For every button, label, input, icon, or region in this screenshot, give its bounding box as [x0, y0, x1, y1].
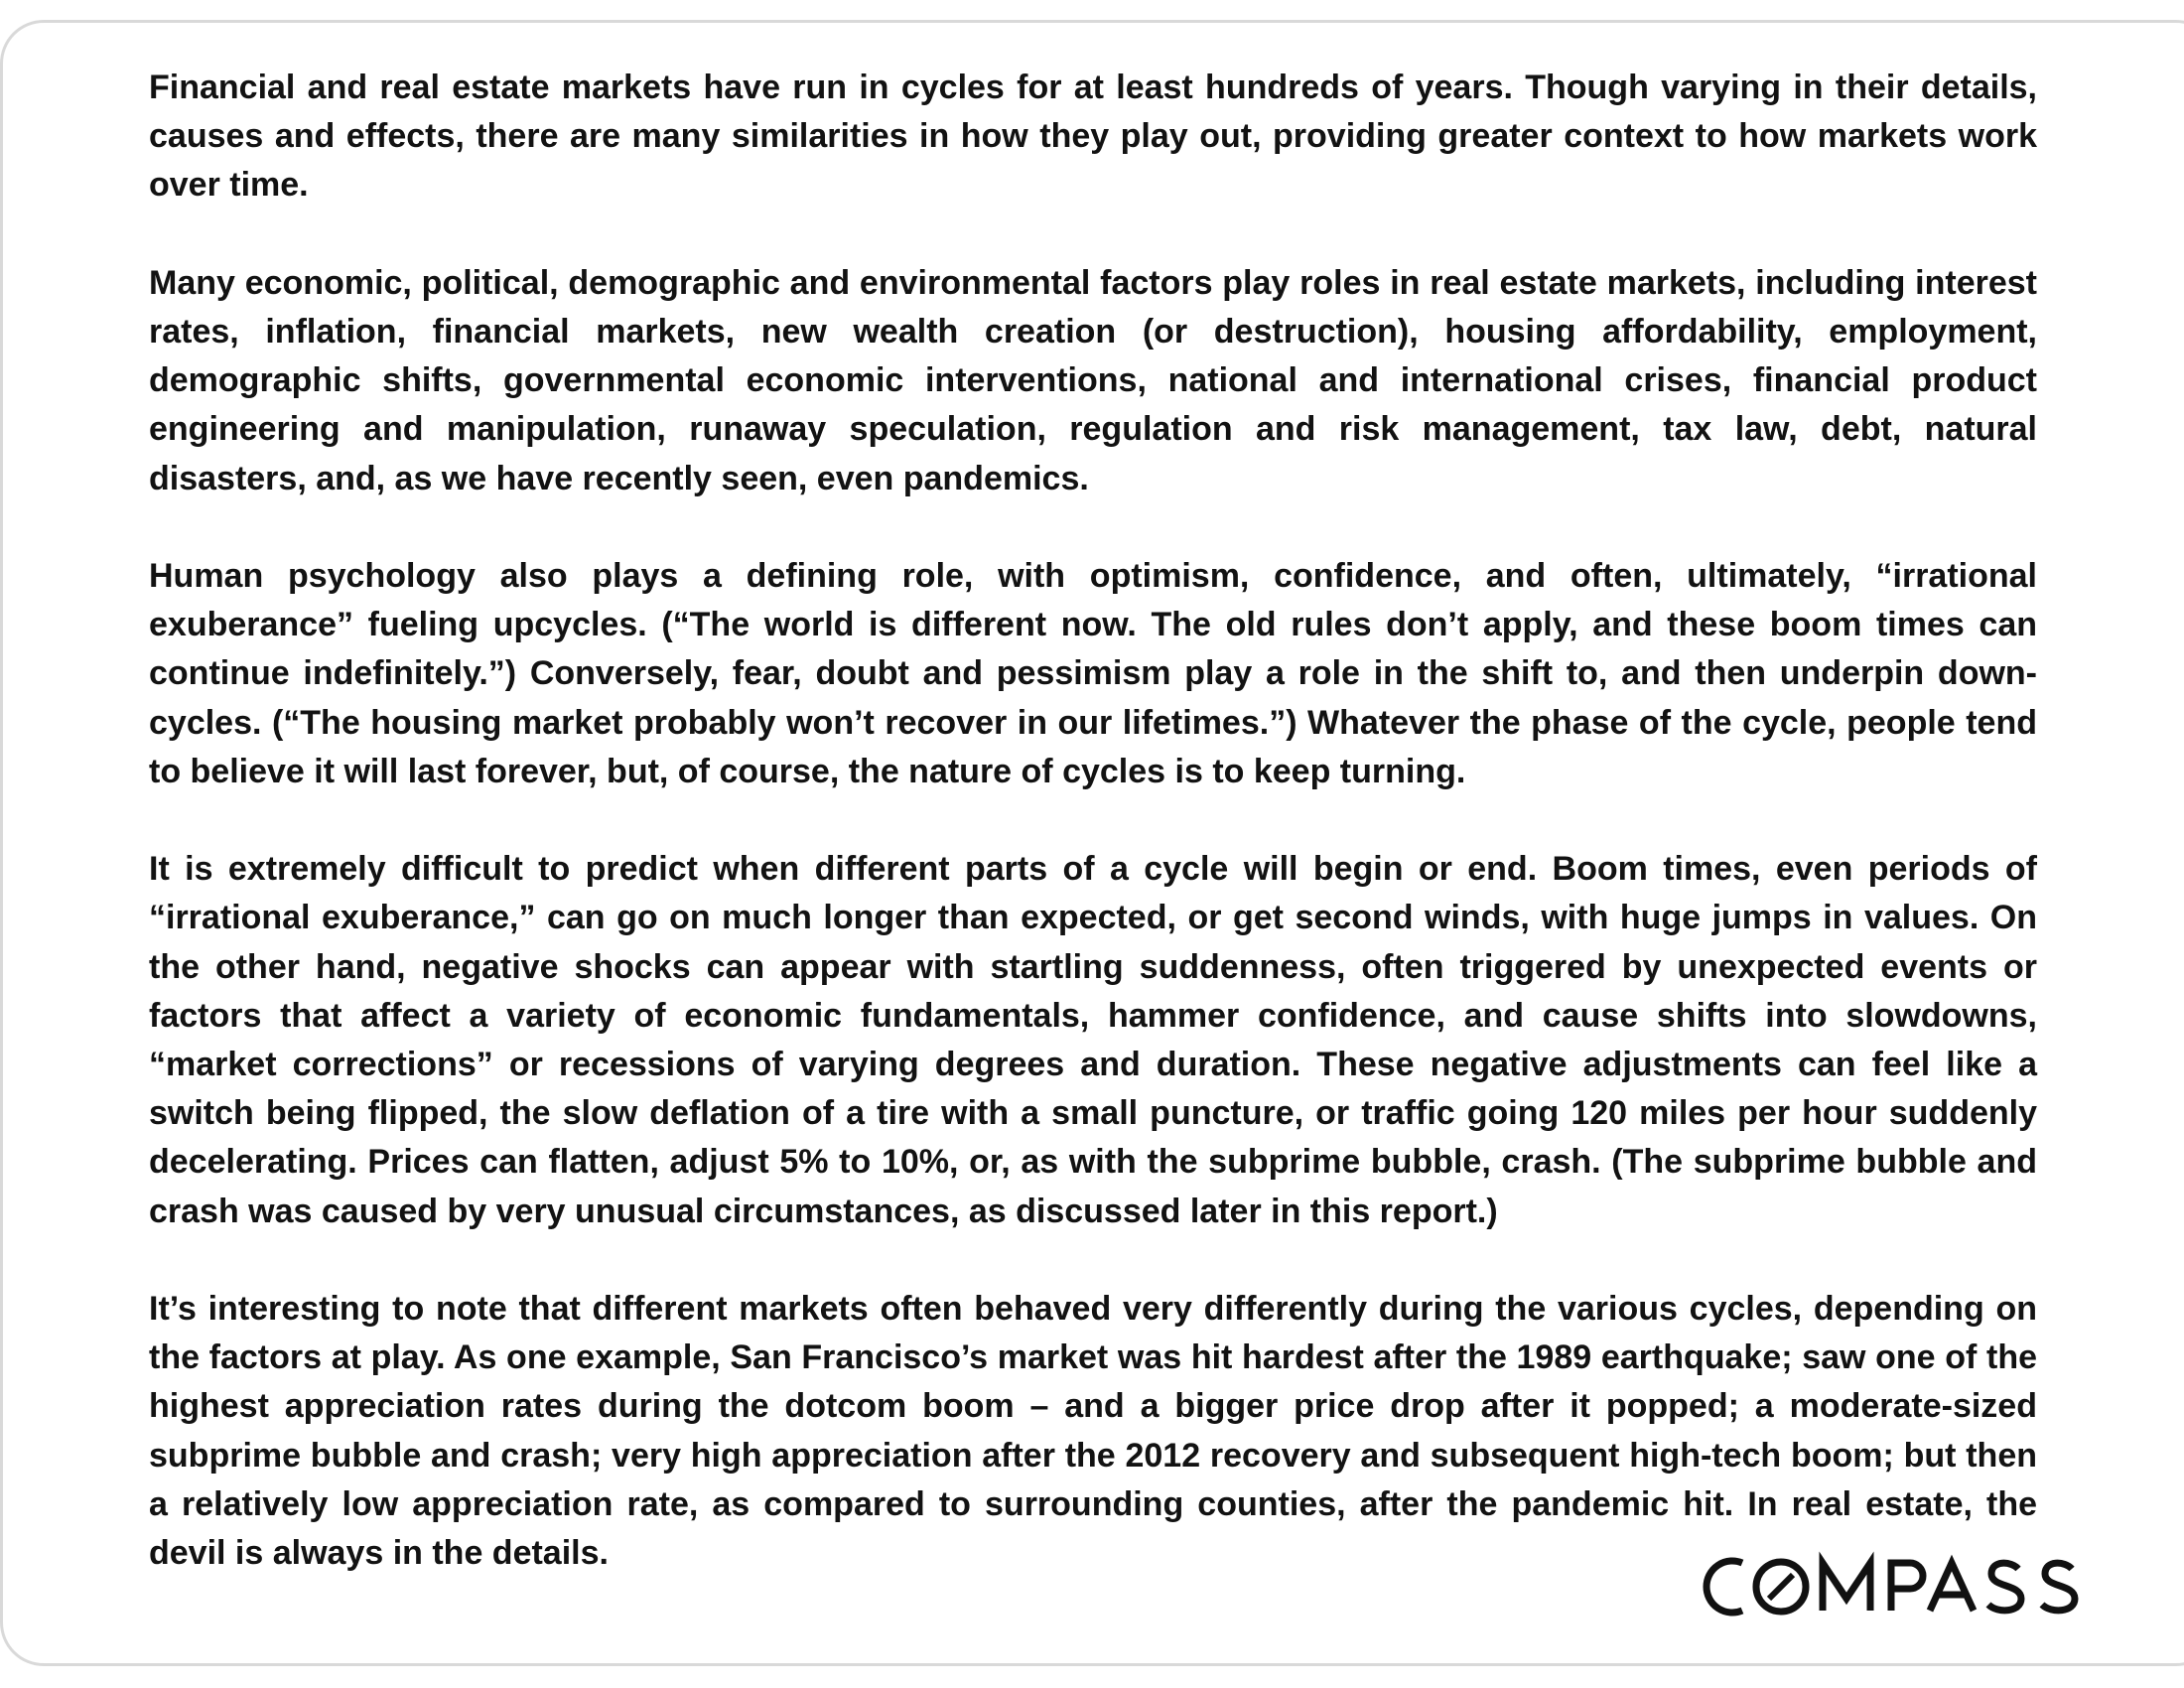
document-body — [149, 64, 2037, 1626]
paragraph-human-psychology: Human psychology also plays a defining role, with optimism, confidence, and often, ultimately, “irrational exuberance” fueling upcycles. (“The world is different now. The old rules don’t apply, and these boom times can continue indefinitely.”) Conversely, fear, doubt and pessimism play a role in the shift to, and then underpin down-cycles. (“The housing market probably won’t recover in our lifetimes.”) Whatever the phase of the cycle, people tend to believe it will last forever, but, of course, the nature of cycles is to keep turning. — [149, 557, 2037, 790]
compass-logo — [1688, 1547, 2097, 1626]
paragraph-prediction-difficulty: It is extremely difficult to predict when different parts of a cycle will begin or end. Boom times, even periods of “irrational exuberance,” can go on much longer than expected, or get second winds, with huge jumps in values. On the other hand, negative shocks can appear with startling suddenness, often triggered by unexpected events or factors that affect a variety of economic fundamentals, hammer confidence, and cause shifts into slowdowns, “market corrections” or recessions of varying degrees and duration. These negative adjustments can feel like a switch being flipped, the slow deflation of a tire with a small puncture, or traffic going 120 miles per hour suddenly decelerating. Prices can flatten, adjust 5% to 10%, or, as with the subprime bubble, crash. (The subprime bubble and crash was caused by very unusual circumstances, as discussed later in this report.) — [149, 850, 2037, 1230]
paragraph-market-differences: It’s interesting to note that different markets often behaved very differently during the various cycles, depending on the factors at play. As one example, San Francisco’s market was hit hardest after the 1989 earthquake; saw one of the highest appreciation rates during the dotcom boom – and a bigger price drop after it popped; a moderate-sized subprime bubble and crash; very high appreciation after the 2012 recovery and subsequent high-tech boom; but then a relatively low appreciation rate, as compared to surrounding counties, after the pandemic hit. In real estate, the devil is always in the details. — [149, 1290, 2037, 1573]
paragraph-market-factors: Many economic, political, demographic and environmental factors play roles in real estate markets, including interest rates, inflation, financial markets, new wealth creation (or destruction), housing affordability, employment, demographic shifts, governmental economic interventions, national and international crises, financial product engineering and manipulation, runaway speculation, regulation and risk management, tax law, debt, natural disasters, and, as we have recently seen, even pandemics. — [149, 263, 2037, 497]
paragraph-market-cycles-intro: Financial and real estate markets have run in cycles for at least hundreds of years. Though varying in their details, causes and effects, there are many similarities in how they play out, providing greater context to how markets work over time. — [149, 69, 2037, 205]
